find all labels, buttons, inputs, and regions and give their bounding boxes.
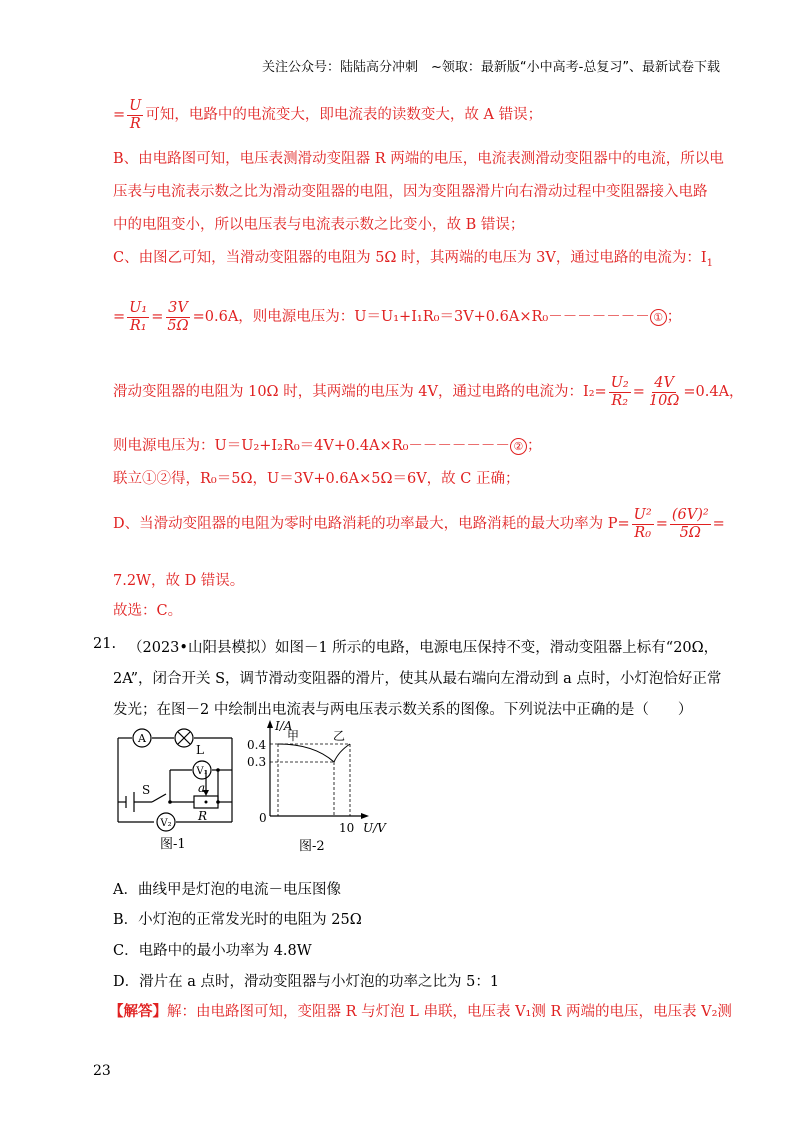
v1-label: V₁ [196, 766, 208, 777]
solution-line-c4: 则电源电压为：U＝U₂+I₂R₀＝4V+0.4A×R₀－－－－－－－ ② ； [113, 438, 542, 454]
y-axis-label: I/A [275, 719, 293, 733]
fig2-label: 图-2 [299, 839, 325, 854]
solution-line-a [113, 98, 542, 132]
solution-line-b2: 压表与电流表示数之比为滑动变阻器的电阻，因为变阻器滑片向右滑动过程中变阻器接入电路 [113, 184, 708, 200]
solution-line-c2: = $\frac{\text{U₁}}{\text{R₁}}$ = $\frac{3V}{5\Omega}$ =0.6A，则电源电压为：U＝U₁+I₁R₀＝3V+0.6A×R₀－－－－－－－ ① ； [113, 300, 682, 334]
y-tick-0.4: 0.4 [247, 738, 267, 752]
solution-line-b1: B、由电路图可知，电压表测滑动变阻器 R 两端的电压，电流表测滑动变阻器中的电流，所以电 [113, 151, 724, 167]
circuit-diagram [112, 722, 242, 854]
circle-marker-2: ② [510, 438, 527, 455]
series-label-yi: 乙 [333, 729, 346, 743]
ammeter-label: A [138, 732, 146, 745]
switch-label: S [142, 783, 151, 797]
x-axis-label: U/V [363, 821, 386, 835]
lamp-label: L [196, 743, 204, 757]
fig1-label: 图-1 [160, 837, 186, 852]
solution-line-b3: 中的电阻变小，所以电压表与电流表示数之比变小，故 B 错误； [113, 217, 525, 233]
question-line-1: （2023•山阳县模拟）如图－1 所示的电路，电源电压保持不变，滑动变阻器上标有“20Ω， [128, 640, 719, 656]
point-a-label: a [198, 781, 206, 795]
solution-line-c3: 滑动变阻器的电阻为 10Ω 时，其两端的电压为 4V，通过电路的电流为：I₂= $\frac{\text{U₂}}{\text{R₂}}$ = $\frac{4V}{10\Omega}$ =0.4A， [113, 375, 744, 409]
series-jia-line [278, 744, 334, 762]
question-line-2: 2A”，闭合开关 S，调节滑动变阻器的滑片，使其从最右端向左滑动到 a 点时，小灯泡恰好正常 [113, 671, 722, 687]
v2-label: V₂ [160, 818, 172, 829]
page-header: 关注公众号：陆陆高分冲刺 ~领取：最新版“小中高考-总复习”、最新试卷下载 [262, 60, 721, 75]
solution-line-c5: 联立①②得，R₀＝5Ω，U＝3V+0.6A×5Ω＝6V，故 C 正确； [113, 471, 520, 487]
option-d[interactable]: D．滑片在 a 点时，滑动变阻器与小灯泡的功率之比为 5：1 [113, 974, 500, 990]
origin-label: 0 [259, 811, 267, 825]
option-a[interactable]: A．曲线甲是灯泡的电流－电压图像 [113, 882, 341, 898]
solution-line-d2: 7.2W，故 D 错误。 [113, 573, 245, 589]
series-yi-line [334, 744, 350, 762]
x-tick-10: 10 [339, 821, 355, 835]
answer-line: 故选：C。 [113, 603, 183, 619]
solution-line-d1: D、当滑动变阻器的电阻为零时电路消耗的功率最大，电路消耗的最大功率为 P= $\frac{\text{U²}}{\text{R₀}}$ = $\frac{\text{(6V)²}}{5\Omega}$ = [113, 507, 725, 541]
equals-sign: = [113, 107, 126, 124]
fraction-u-over-r: $\frac{U}{R}$ [129, 98, 142, 132]
jieda-tag: 【解答】 [109, 1003, 167, 1020]
solution-intro: 【解答】解：由电路图可知，变阻器 R 与灯泡 L 串联，电压表 V₁测 R 两端的电压，电压表 V₂测 [109, 1003, 732, 1020]
resistor-label: R [198, 809, 208, 823]
series-label-jia: 甲 [287, 729, 300, 743]
iv-chart [245, 716, 405, 856]
line-a-text: 可知，电路中的电流变大，即电流表的读数变大，故 A 错误； [145, 107, 543, 124]
solution-line-c1: C、由图乙可知，当滑动变阻器的电阻为 5Ω 时，其两端的电压为 3V，通过电路的电流为：$I_1$ [113, 250, 713, 269]
option-b[interactable]: B．小灯泡的正常发光时的电阻为 25Ω [113, 912, 362, 928]
page-number: 23 [93, 1063, 111, 1079]
question-line-3: 发光；在图－2 中绘制出电流表与两电压表示数关系的图像。下列说法中正确的是（ ） [113, 702, 693, 718]
circle-marker-1: ① [650, 309, 667, 326]
y-tick-0.3: 0.3 [247, 755, 267, 769]
option-c[interactable]: C．电路中的最小功率为 4.8W [113, 943, 312, 959]
question-number: 21. [93, 636, 117, 652]
